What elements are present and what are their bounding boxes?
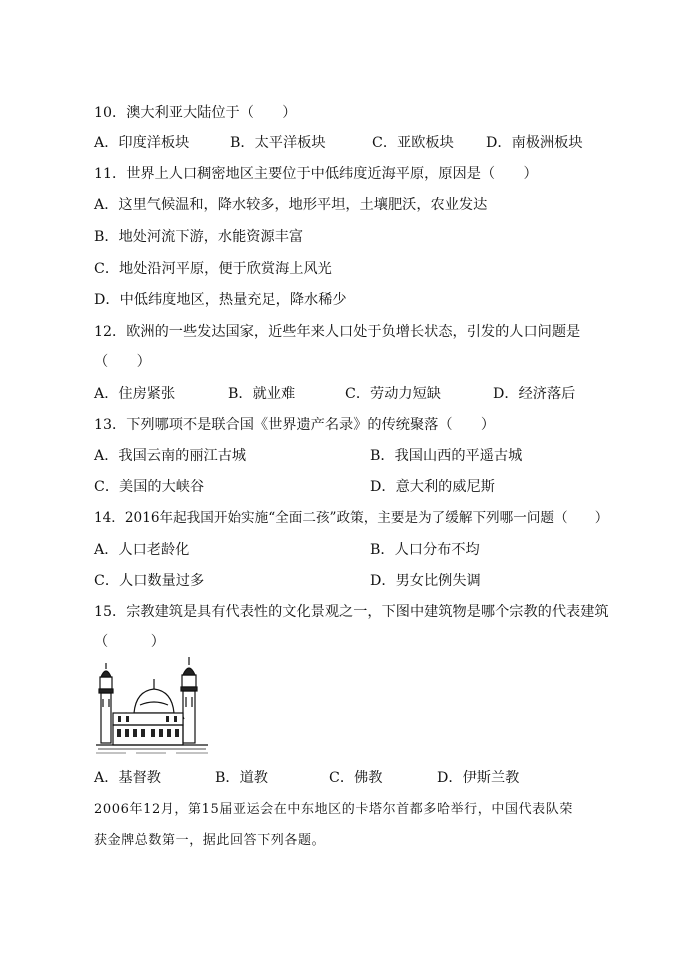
q15-option-d: D．伊斯兰教 xyxy=(437,770,520,786)
question-10-stem: 10．澳大利亚大陆位于（ ） xyxy=(94,105,297,121)
q14-option-c: C．人口数量过多 xyxy=(94,573,205,589)
q14-option-b: B．人口分布不均 xyxy=(370,542,480,558)
q15-option-c: C．佛教 xyxy=(329,770,383,786)
question-11-stem: 11．世界上人口稠密地区主要位于中低纬度近海平原，原因是（ ） xyxy=(94,166,538,182)
passage-line1: 2006年12月，第15届亚运会在中东地区的卡塔尔首都多哈举行，中国代表队荣 xyxy=(94,802,573,817)
q12-option-c: C．劳动力短缺 xyxy=(345,386,441,402)
passage-line2: 获金牌总数第一，据此回答下列各题。 xyxy=(94,833,326,848)
q15-option-a: A．基督教 xyxy=(94,770,161,786)
question-13-stem: 13．下列哪项不是联合国《世界遗产名录》的传统聚落（ ） xyxy=(94,417,496,433)
q10-option-d: D．南极洲板块 xyxy=(486,135,583,151)
q15-option-b: B．道教 xyxy=(215,770,268,786)
question-14-stem: 14．2016年起我国开始实施“全面二孩”政策，主要是为了缓解下列哪一问题（ ） xyxy=(94,510,609,526)
q11-option-b: B．地处河流下游，水能资源丰富 xyxy=(94,229,304,245)
q14-option-a: A．人口老龄化 xyxy=(94,542,190,558)
q13-option-a: A．我国云南的丽江古城 xyxy=(94,448,247,464)
q12-option-d: D．经济落后 xyxy=(493,386,576,402)
q11-option-c: C．地处沿河平原，便于欣赏海上风光 xyxy=(94,261,332,277)
q10-option-a: A．印度洋板块 xyxy=(94,135,190,151)
q11-option-d: D．中低纬度地区，热量充足，降水稀少 xyxy=(94,292,347,308)
q14-option-d: D．男女比例失调 xyxy=(370,573,481,589)
q13-option-d: D．意大利的威尼斯 xyxy=(370,479,495,495)
q10-option-c: C．亚欧板块 xyxy=(372,135,454,151)
question-15-stem-line1: 15．宗教建筑是具有代表性的文化景观之一，下图中建筑物是哪个宗教的代表建筑 xyxy=(94,604,609,620)
q12-option-a: A．住房紧张 xyxy=(94,386,176,402)
q12-option-b: B．就业难 xyxy=(228,386,296,402)
question-15-stem-line2: （ ） xyxy=(94,634,165,650)
question-12-stem-line1: 12．欧洲的一些发达国家，近些年来人口处于负增长状态，引发的人口问题是 xyxy=(94,324,581,340)
question-12-stem-line2: （ ） xyxy=(94,354,151,370)
q11-option-a: A．这里气候温和，降水较多，地形平坦，土壤肥沃，农业发达 xyxy=(94,197,488,213)
q13-option-b: B．我国山西的平遥古城 xyxy=(370,448,523,464)
mosque-icon xyxy=(96,655,208,757)
q13-option-c: C．美国的大峡谷 xyxy=(94,479,205,495)
q10-option-b: B．太平洋板块 xyxy=(230,135,326,151)
